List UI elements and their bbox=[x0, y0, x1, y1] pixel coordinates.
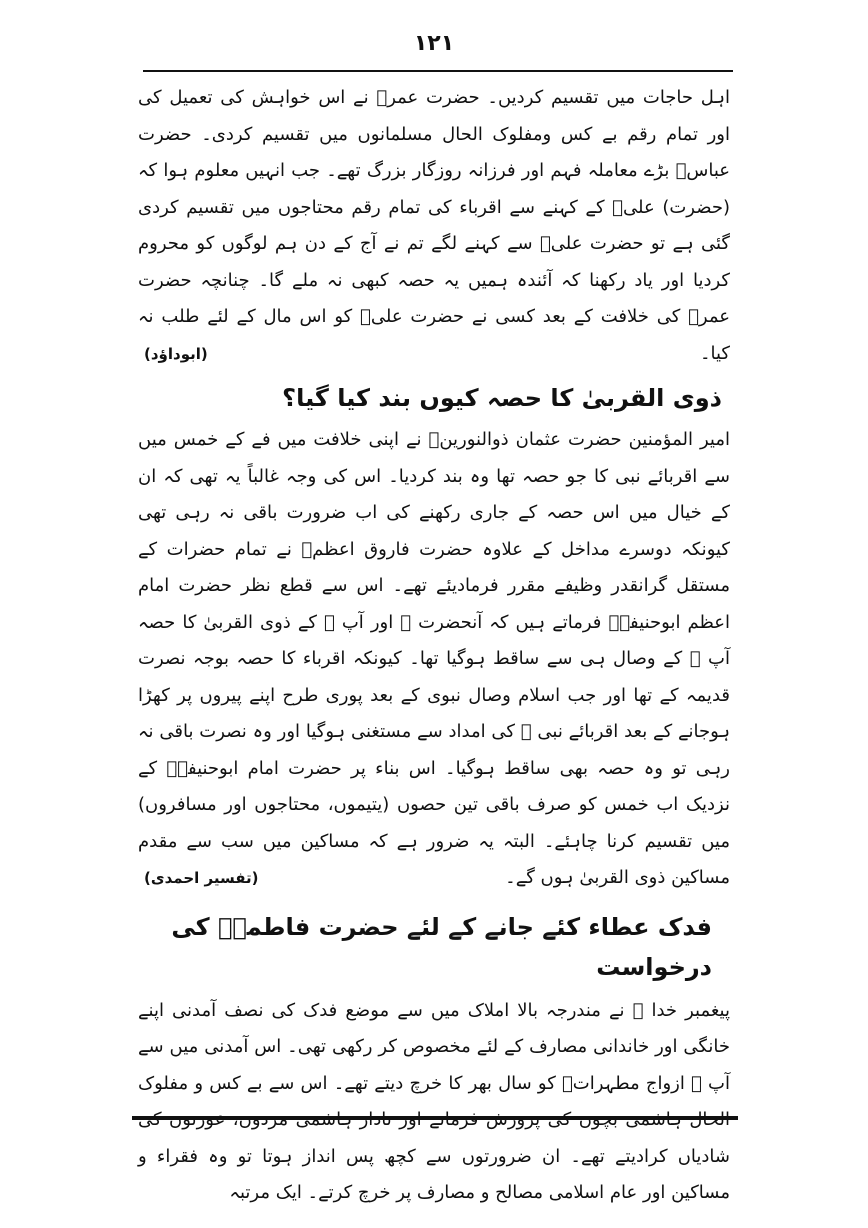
intro-paragraph-text: اہل حاجات میں تقسیم کردیں۔ حضرت عمرؓ نے اس خواہش کی تعمیل کی اور تمام رقم بے کس ومفلوک الحال مسلمانوں میں تقسیم کردی۔ حضرت عباسؓ بڑے معاملہ فہم اور فرزانہ روزگار بزرگ تھے۔ جب انہیں معلوم ہوا کہ (حضرت) علیؓ کے کہنے سے اقرباء کی تمام رقم محتاجوں میں تقسیم کردی گئی ہے تو حضرت علیؓ سے کہنے لگے تم نے آج کے دن ہم لوگوں کو محروم کردیا اور یاد رکھنا کہ آئندہ ہمیں یہ حصہ کبھی نہ ملے گا۔ چنانچہ حضرت عمرؓ کی خلافت کے بعد کسی نے حضرت علیؓ کو اس مال کے لئے طلب نہ کیا۔ bbox=[138, 87, 730, 364]
page-content bbox=[138, 80, 730, 1212]
bottom-rule bbox=[132, 1116, 738, 1120]
paragraph-fadak: پیغمبر خدا ﷺ نے مندرجہ بالا املاک میں سے موضع فدک کی نصف آمدنی اپنے خانگی اور خاندانی مصارف کے لئے مخصوص کر رکھی تھی۔ اس آمدنی میں سے آپ ﷺ ازواج مطہراتؓ کو سال بھر کا خرچ دیتے تھے۔ اس سے بے کس و مفلوک شادیاں کرادیتے تھے۔ ان ضرورتوں سے کچھ پس انداز ہوتا تو وہ فقراء و مساکین اور عام اسلامی مصالح و مصارف پر خرچ کرتے۔ ایک مرتبہ bbox=[138, 999, 730, 1203]
page-number: ۱۲۱ bbox=[413, 31, 455, 56]
intro-reference: (ابوداؤد) bbox=[144, 344, 208, 363]
tafsir-ahmadi-reference: (تفسیر احمدی) bbox=[144, 869, 259, 887]
paragraph-dhawi-al-qurba bbox=[138, 422, 730, 897]
paragraph-dhawi-al-qurba-text: امیر المؤمنین حضرت عثمان ذوالنورینؓ نے اپنی خلافت میں فے کے خمس میں سے اقربائے نبی کا جو حصہ تھا وہ بند کردیا۔ اس کی وجہ غالباً یہ تھی کہ ان کے خیال میں اس حصہ کے جاری رکھنے کی اب ضرورت باقی نہ رہی تھی کیونکہ دوسرے مداخل کے علاوہ حضرت فاروق اعظمؓ نے تمام حضرات کے مستقل گرانقدر وظیفے مقرر فرمادیئے تھے۔ اس سے قطع نظر حضرت امام اعظم ابوحنیفہؒ فرماتے ہیں کہ آنحضرت ﷺ اور آپ ﷺ کے ذوی القربیٰ کا حصہ آپ ﷺ کے وصال ہی سے ساقط ہوگیا تھا۔ کیونکہ اقرباء کا حصہ بوجہ نصرت قدیمہ کے تھا اور جب اسلام وصال نبوی کے بعد پوری طرح اپنے پیروں پر کھڑا ہوجانے کے بعد اقربائے نبی ﷺ کی امداد سے مستغنی ہوگیا اور وہ نصرت باقی نہ رہی تو وہ حصہ بھی ساقط ہوگیا۔ اس بناء پر حضرت امام ابوحنیفہؒ کے نزدیک اب خمس کو صرف باقی تین حصوں (یتیموں، محتاجوں اور مسافروں) میں تقسیم کرنا چاہئے۔ البتہ یہ ضرور ہے کہ مساکین میں سب سے مقدم مساکین ذوی القربیٰ ہوں گے۔ bbox=[138, 429, 731, 888]
section-heading-dhawi-al-qurba: ذوی القربیٰ کا حصہ کیوں بند کیا گیا؟ bbox=[282, 384, 722, 412]
top-rule bbox=[143, 70, 733, 72]
intro-paragraph bbox=[138, 80, 730, 372]
section-heading-fadak-request: فدک عطاء کئے جانے کے لئے حضرت فاطمہؓ کی درخواست bbox=[171, 912, 712, 981]
